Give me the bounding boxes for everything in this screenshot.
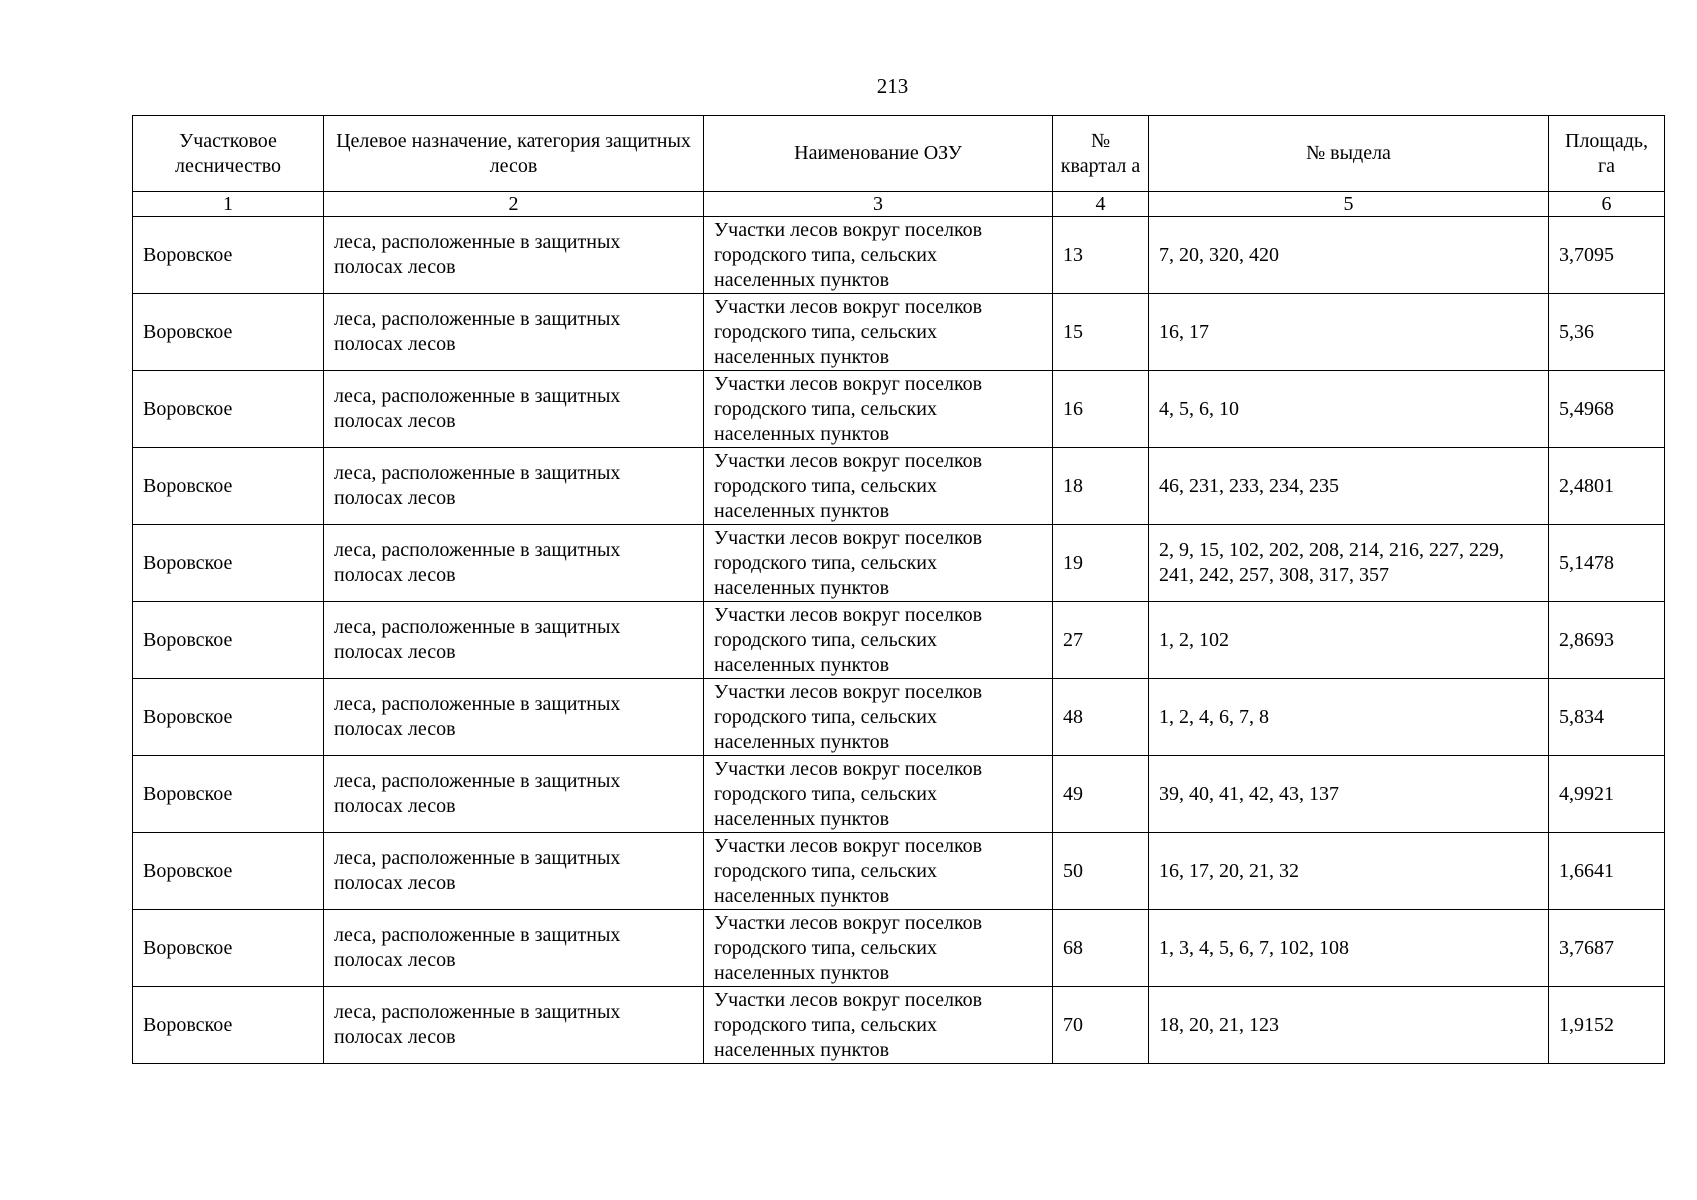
header-allotment: № выдела bbox=[1149, 116, 1549, 192]
cell-area: 2,8693 bbox=[1549, 602, 1665, 679]
column-number: 2 bbox=[324, 192, 704, 217]
cell-allotments: 4, 5, 6, 10 bbox=[1149, 371, 1549, 448]
cell-ozu-name: Участки лесов вокруг поселков городского типа, сельских населенных пунктов bbox=[704, 371, 1053, 448]
cell-quarter: 48 bbox=[1053, 679, 1149, 756]
forest-plots-table bbox=[132, 115, 1665, 1064]
table-header-row bbox=[133, 116, 1665, 192]
cell-ozu-name: Участки лесов вокруг поселков городского типа, сельских населенных пунктов bbox=[704, 294, 1053, 371]
cell-quarter: 50 bbox=[1053, 833, 1149, 910]
cell-district: Воровское bbox=[133, 833, 324, 910]
cell-area: 3,7687 bbox=[1549, 910, 1665, 987]
column-number: 4 bbox=[1053, 192, 1149, 217]
cell-quarter: 70 bbox=[1053, 987, 1149, 1064]
header-area: Площадь, га bbox=[1549, 116, 1665, 192]
cell-purpose: леса, расположенные в защитных полосах лесов bbox=[324, 756, 704, 833]
cell-area: 5,834 bbox=[1549, 679, 1665, 756]
column-number: 5 bbox=[1149, 192, 1549, 217]
cell-ozu-name: Участки лесов вокруг поселков городского типа, сельских населенных пунктов bbox=[704, 217, 1053, 294]
cell-purpose: леса, расположенные в защитных полосах лесов bbox=[324, 833, 704, 910]
cell-quarter: 19 bbox=[1053, 525, 1149, 602]
cell-ozu-name: Участки лесов вокруг поселков городского типа, сельских населенных пунктов bbox=[704, 910, 1053, 987]
header-purpose: Целевое назначение, категория защитных лесов bbox=[324, 116, 704, 192]
cell-district: Воровское bbox=[133, 525, 324, 602]
cell-quarter: 18 bbox=[1053, 448, 1149, 525]
table-row bbox=[133, 371, 1665, 448]
cell-purpose: леса, расположенные в защитных полосах лесов bbox=[324, 217, 704, 294]
cell-ozu-name: Участки лесов вокруг поселков городского типа, сельских населенных пунктов bbox=[704, 679, 1053, 756]
page-number: 213 bbox=[876, 74, 909, 98]
cell-ozu-name: Участки лесов вокруг поселков городского типа, сельских населенных пунктов bbox=[704, 525, 1053, 602]
header-ozu-name: Наименование ОЗУ bbox=[704, 116, 1053, 192]
cell-ozu-name: Участки лесов вокруг поселков городского типа, сельских населенных пунктов bbox=[704, 833, 1053, 910]
cell-district: Воровское bbox=[133, 294, 324, 371]
table-row bbox=[133, 910, 1665, 987]
cell-district: Воровское bbox=[133, 987, 324, 1064]
cell-allotments: 16, 17 bbox=[1149, 294, 1549, 371]
cell-area: 5,1478 bbox=[1549, 525, 1665, 602]
table-row bbox=[133, 987, 1665, 1064]
cell-purpose: леса, расположенные в защитных полосах лесов bbox=[324, 602, 704, 679]
cell-allotments: 1, 2, 4, 6, 7, 8 bbox=[1149, 679, 1549, 756]
column-number: 6 bbox=[1549, 192, 1665, 217]
column-number-row bbox=[133, 192, 1665, 217]
table-row bbox=[133, 294, 1665, 371]
table-row bbox=[133, 602, 1665, 679]
cell-area: 2,4801 bbox=[1549, 448, 1665, 525]
cell-allotments: 1, 2, 102 bbox=[1149, 602, 1549, 679]
table-row bbox=[133, 679, 1665, 756]
table-row bbox=[133, 756, 1665, 833]
cell-quarter: 68 bbox=[1053, 910, 1149, 987]
cell-area: 5,36 bbox=[1549, 294, 1665, 371]
column-number: 3 bbox=[704, 192, 1053, 217]
table-body bbox=[133, 217, 1665, 1064]
table-row bbox=[133, 217, 1665, 294]
cell-area: 5,4968 bbox=[1549, 371, 1665, 448]
cell-ozu-name: Участки лесов вокруг поселков городского типа, сельских населенных пунктов bbox=[704, 987, 1053, 1064]
header-quarter: № квартал а bbox=[1053, 116, 1149, 192]
cell-quarter: 27 bbox=[1053, 602, 1149, 679]
column-number: 1 bbox=[133, 192, 324, 217]
cell-purpose: леса, расположенные в защитных полосах лесов bbox=[324, 987, 704, 1064]
cell-allotments: 7, 20, 320, 420 bbox=[1149, 217, 1549, 294]
table-row bbox=[133, 525, 1665, 602]
table-row bbox=[133, 833, 1665, 910]
cell-allotments: 39, 40, 41, 42, 43, 137 bbox=[1149, 756, 1549, 833]
cell-purpose: леса, расположенные в защитных полосах лесов bbox=[324, 525, 704, 602]
header-district: Участковое лесничество bbox=[133, 116, 324, 192]
cell-district: Воровское bbox=[133, 756, 324, 833]
cell-area: 1,6641 bbox=[1549, 833, 1665, 910]
cell-purpose: леса, расположенные в защитных полосах лесов bbox=[324, 371, 704, 448]
cell-quarter: 16 bbox=[1053, 371, 1149, 448]
cell-allotments: 2, 9, 15, 102, 202, 208, 214, 216, 227, 229, 241, 242, 257, 308, 317, 357 bbox=[1149, 525, 1549, 602]
cell-allotments: 16, 17, 20, 21, 32 bbox=[1149, 833, 1549, 910]
cell-allotments: 46, 231, 233, 234, 235 bbox=[1149, 448, 1549, 525]
cell-district: Воровское bbox=[133, 448, 324, 525]
cell-purpose: леса, расположенные в защитных полосах лесов bbox=[324, 294, 704, 371]
cell-district: Воровское bbox=[133, 602, 324, 679]
cell-district: Воровское bbox=[133, 679, 324, 756]
cell-district: Воровское bbox=[133, 910, 324, 987]
cell-area: 3,7095 bbox=[1549, 217, 1665, 294]
cell-quarter: 13 bbox=[1053, 217, 1149, 294]
cell-area: 4,9921 bbox=[1549, 756, 1665, 833]
cell-ozu-name: Участки лесов вокруг поселков городского типа, сельских населенных пунктов bbox=[704, 756, 1053, 833]
cell-ozu-name: Участки лесов вокруг поселков городского типа, сельских населенных пунктов bbox=[704, 448, 1053, 525]
cell-purpose: леса, расположенные в защитных полосах лесов bbox=[324, 679, 704, 756]
cell-district: Воровское bbox=[133, 217, 324, 294]
cell-quarter: 15 bbox=[1053, 294, 1149, 371]
cell-allotments: 18, 20, 21, 123 bbox=[1149, 987, 1549, 1064]
table-row bbox=[133, 448, 1665, 525]
cell-purpose: леса, расположенные в защитных полосах лесов bbox=[324, 910, 704, 987]
cell-ozu-name: Участки лесов вокруг поселков городского типа, сельских населенных пунктов bbox=[704, 602, 1053, 679]
cell-quarter: 49 bbox=[1053, 756, 1149, 833]
cell-purpose: леса, расположенные в защитных полосах лесов bbox=[324, 448, 704, 525]
cell-district: Воровское bbox=[133, 371, 324, 448]
cell-allotments: 1, 3, 4, 5, 6, 7, 102, 108 bbox=[1149, 910, 1549, 987]
cell-area: 1,9152 bbox=[1549, 987, 1665, 1064]
